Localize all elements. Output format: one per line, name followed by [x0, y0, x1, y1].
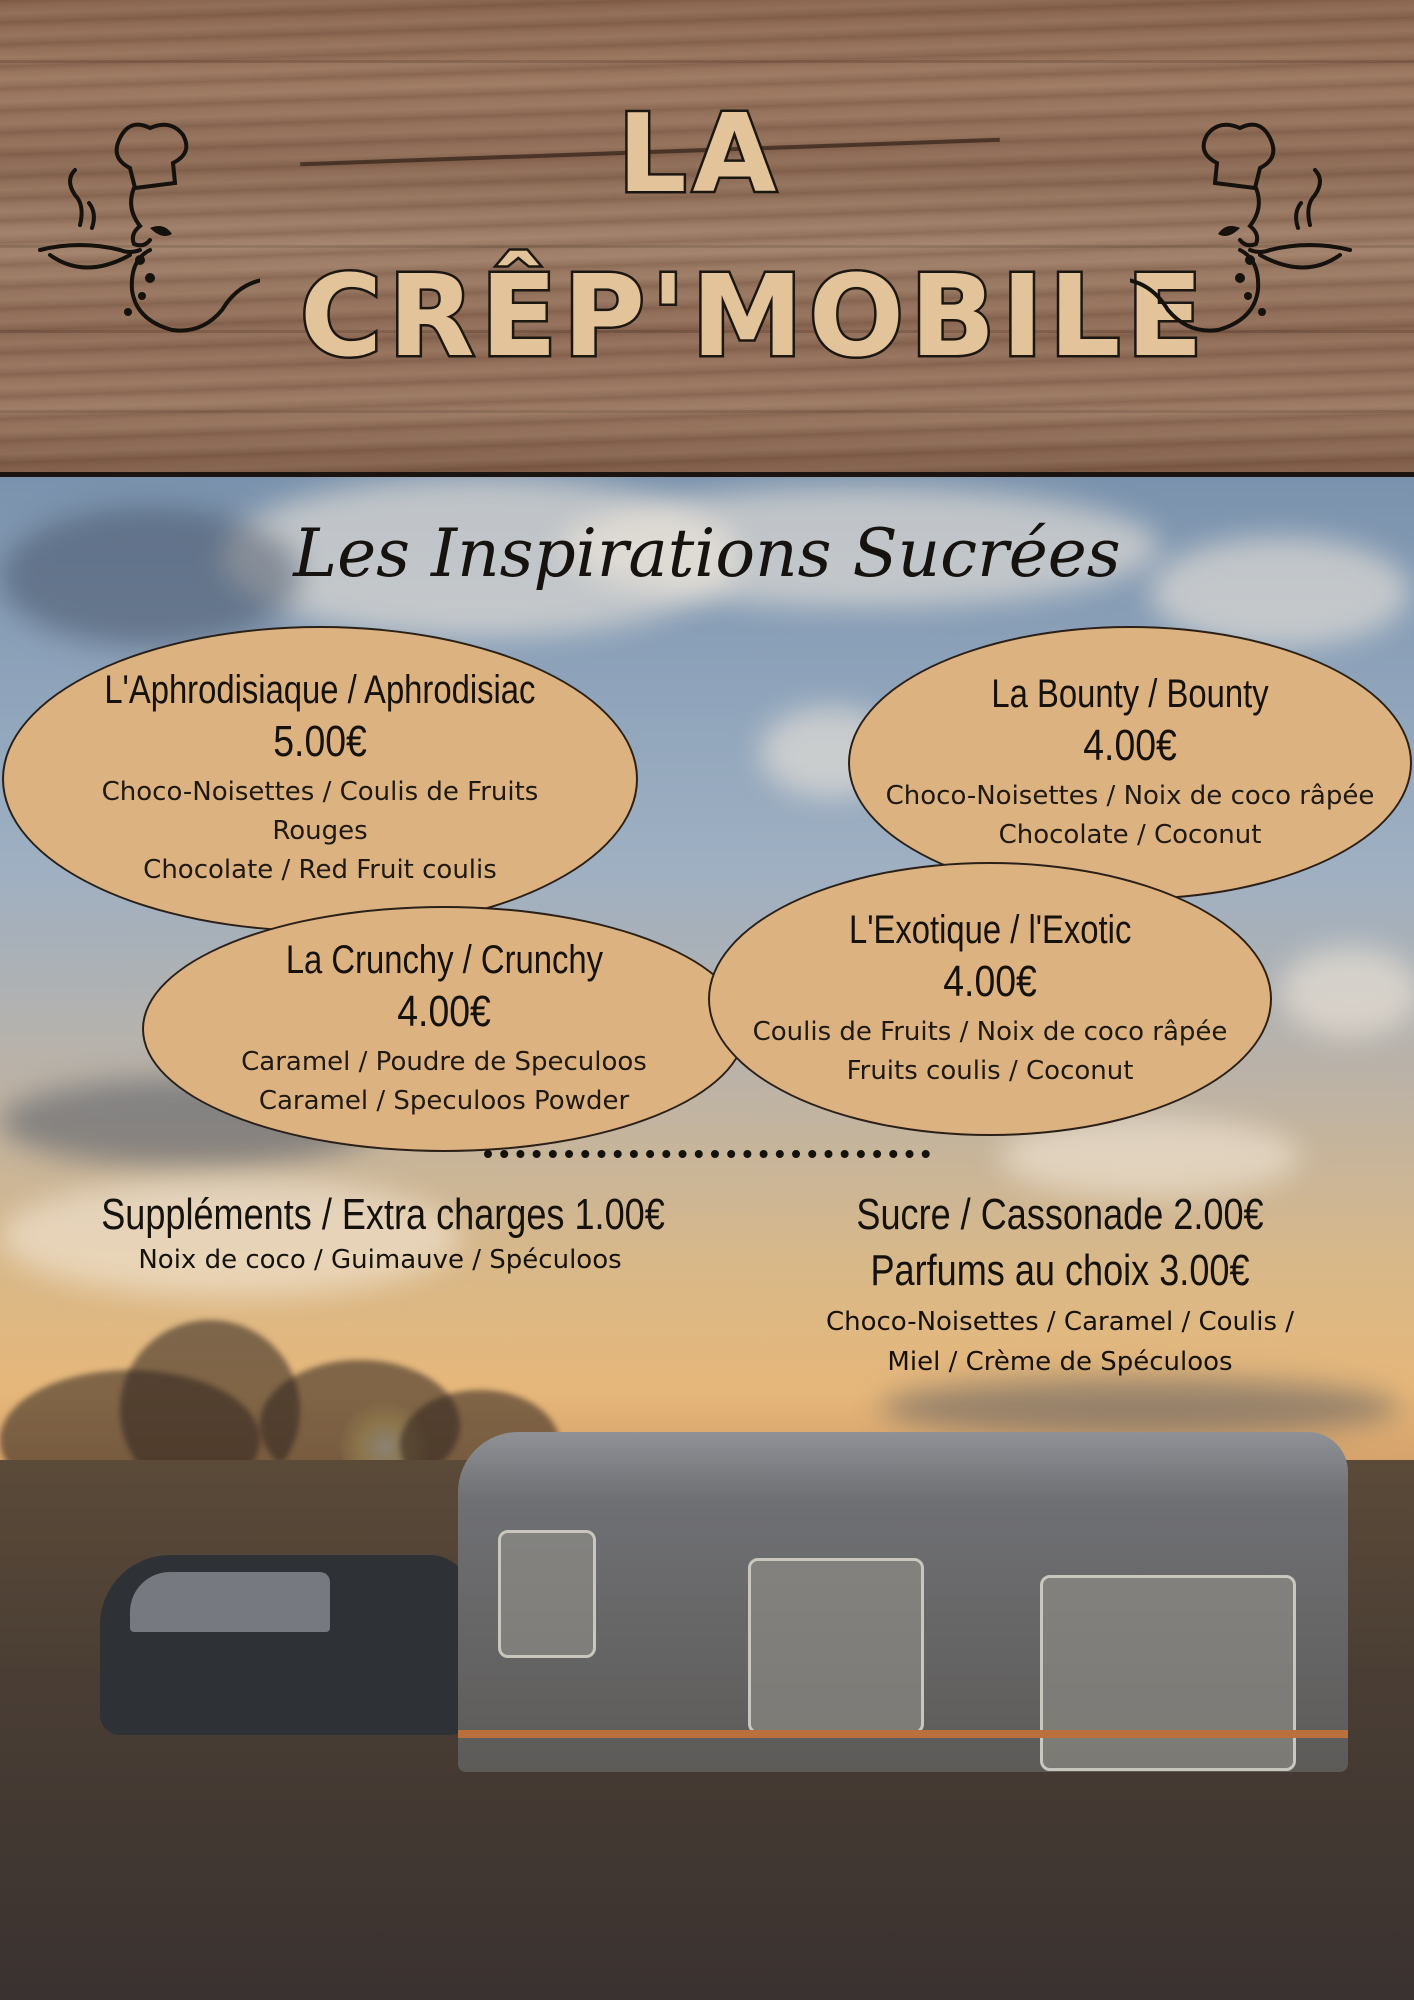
item-price: 4.00€	[397, 986, 491, 1036]
item-name: La Crunchy / Crunchy	[285, 937, 603, 982]
title-line-2: CRÊP'MOBILE	[300, 252, 1209, 382]
item-desc-fr: Coulis de Fruits / Noix de coco râpée	[752, 1016, 1228, 1047]
item-price: 4.00€	[1083, 720, 1177, 770]
item-name: La Bounty / Bounty	[991, 671, 1269, 716]
supplements-items: Noix de coco / Guimauve / Spéculoos	[138, 1245, 622, 1275]
menu-item-crunchy	[142, 906, 746, 1152]
item-name: L'Exotique / l'Exotic	[848, 907, 1132, 952]
item-desc-fr: Choco-Noisettes / Noix de coco râpée	[885, 780, 1375, 811]
item-price: 5.00€	[273, 717, 367, 766]
item-desc-fr: Choco-Noisettes / Coulis de Fruits Rouges	[101, 777, 539, 846]
supplements-title: Suppléments / Extra charges 1.00€	[101, 1190, 665, 1239]
item-desc-en: Caramel / Speculoos Powder	[258, 1085, 630, 1116]
supplements-block	[40, 1190, 720, 1280]
flavours-block	[760, 1190, 1360, 1382]
item-desc-fr: Caramel / Poudre de Speculoos	[241, 1046, 647, 1077]
dotted-divider	[484, 1150, 930, 1158]
item-name: L'Aphrodisiaque / Aphrodisiac	[104, 668, 536, 712]
chef-with-platter-icon	[30, 110, 260, 370]
item-desc-en: Chocolate / Coconut	[998, 819, 1262, 850]
flavours-items-line2: Miel / Crème de Spéculoos	[887, 1347, 1233, 1377]
title-line-1: LA	[617, 92, 783, 217]
flavours-title: Parfums au choix 3.00€	[870, 1246, 1250, 1295]
menu-item-bounty	[848, 626, 1412, 900]
flavours-items-line1: Choco-Noisettes / Caramel / Coulis /	[825, 1307, 1295, 1337]
menu-item-aphrodisiaque	[2, 626, 638, 932]
section-title: Les Inspirations Sucrées	[293, 515, 1121, 592]
item-desc-en: Fruits coulis / Coconut	[846, 1055, 1134, 1086]
sugar-title: Sucre / Cassonade 2.00€	[856, 1190, 1264, 1239]
chef-with-platter-icon	[1130, 110, 1360, 370]
item-desc-en: Chocolate / Red Fruit coulis	[143, 855, 497, 885]
item-price: 4.00€	[943, 956, 1037, 1006]
header-wood-banner	[0, 0, 1414, 477]
menu-item-exotique	[708, 862, 1272, 1136]
